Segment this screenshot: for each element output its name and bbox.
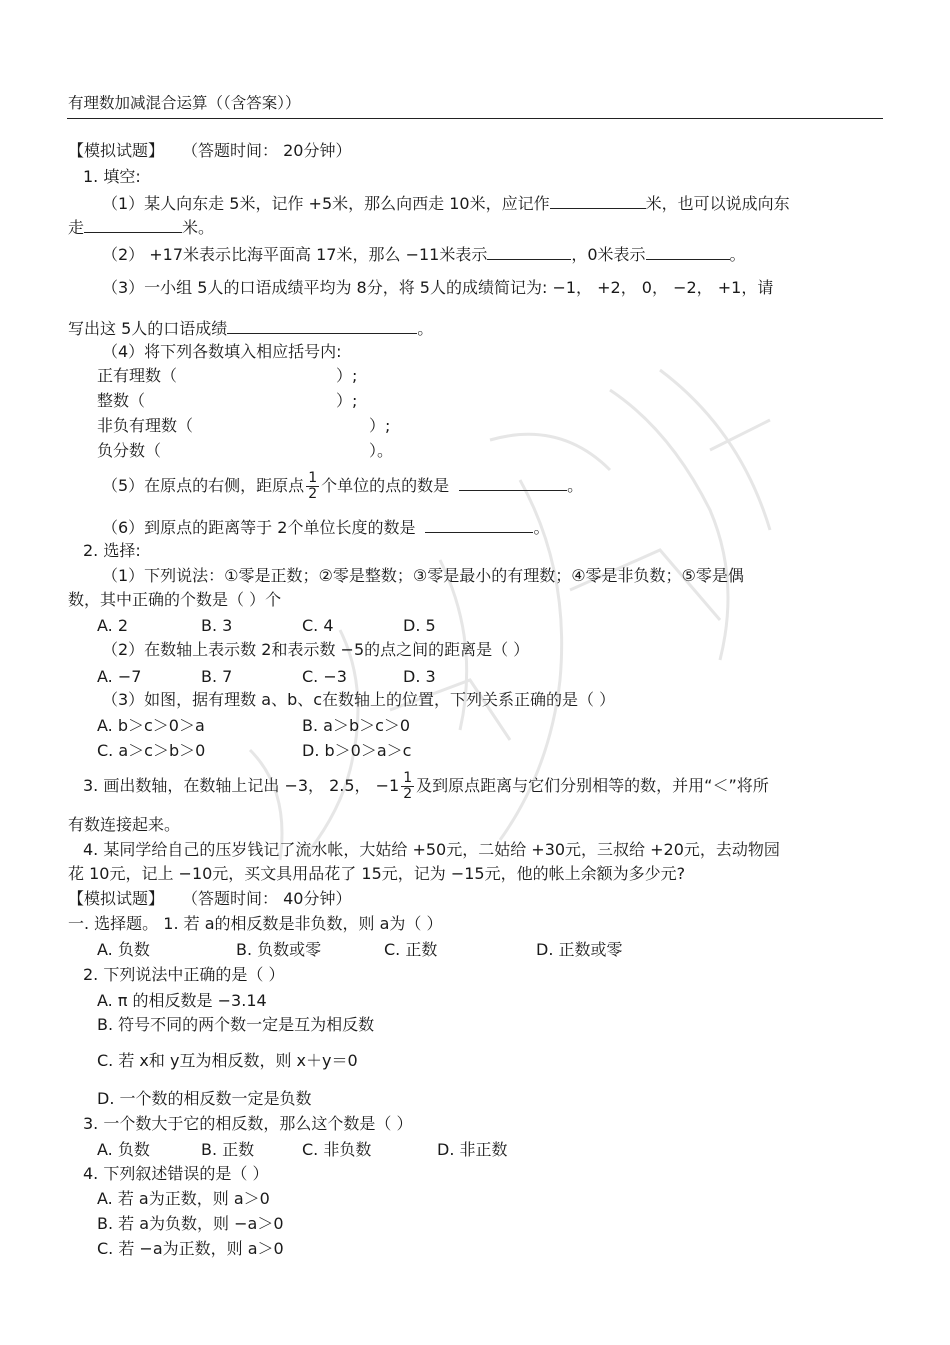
category-integer-close: ）; [336, 391, 358, 410]
q1-3-text-c: 。 [417, 319, 434, 338]
q4-line2: 花 10元，记上 −10元，买文具用品花了 15元，记为 −15元，他的帐上余额为多少元? [68, 864, 686, 883]
q1-5-text-a: （5）在原点的右侧，距原点 [102, 476, 305, 495]
q1-6-text-a: （6）到原点的距离等于 2个单位长度的数是 [102, 518, 416, 537]
s2-q2-option-c[interactable]: C. 若 x和 y互为相反数，则 x＋y＝0 [97, 1051, 358, 1070]
q3-line1 [83, 770, 769, 802]
q1-1-text-a: （1）某人向东走 5米，记作 +5米，那么向西走 10米，应记作 [102, 194, 550, 213]
q2-1-line1: （1）下列说法：①零是正数；②零是整数；③零是最小的有理数；④零是非负数；⑤零是偶 [102, 566, 744, 585]
q2-2-option-d[interactable]: D. 3 [403, 667, 436, 686]
q1-3-line1: （3）一小组 5人的口语成绩平均为 8分，将 5人的成绩简记为: −1， +2， 0， −2， +1，请 [102, 278, 774, 297]
section1-title: 【模拟试题】 [68, 141, 165, 160]
q1-2-text-b: ，0米表示 [571, 245, 646, 264]
section1-heading [68, 141, 351, 161]
q1-5-text-c: 。 [567, 476, 584, 495]
q2-2-option-b[interactable]: B. 7 [201, 667, 233, 686]
watermark-stamp-icon [190, 330, 830, 890]
section2-time: （答题时间： 40分钟） [182, 889, 352, 908]
q1-5-text-b: 个单位的点的数是 [321, 476, 450, 495]
s2-q4-option-c[interactable]: C. 若 −a为正数，则 a＞0 [97, 1239, 284, 1258]
section2-heading [68, 889, 351, 909]
s2-q1-line: 一. 选择题。 1. 若 a的相反数是非负数，则 a为（ ） [68, 914, 443, 933]
fraction-numerator: 1 [403, 770, 413, 786]
q1-6-line [102, 515, 549, 538]
q3-text-b: 及到原点距离与它们分别相等的数，并用“＜”将所 [416, 776, 769, 795]
q1-2-text-a: （2） +17米表示比海平面高 17米，那么 −11米表示 [102, 245, 488, 264]
answer-blank[interactable] [425, 515, 533, 533]
category-positive-rational: 正有理数（ [97, 366, 178, 385]
q2-heading: 2. 选择: [83, 541, 141, 560]
fraction-one-half [401, 771, 414, 802]
q2-3-option-a[interactable]: A. b＞c＞0＞a [97, 716, 205, 735]
q1-2-text-c: 。 [729, 245, 746, 264]
s2-q3-line: 3. 一个数大于它的相反数，那么这个数是（ ） [83, 1114, 413, 1133]
s2-q3-option-d[interactable]: D. 非正数 [437, 1140, 508, 1159]
category-integer: 整数（ [97, 391, 146, 410]
answer-blank[interactable] [227, 316, 417, 334]
q1-heading: 1. 填空: [83, 167, 141, 186]
s2-q1-option-a[interactable]: A. 负数 [97, 940, 150, 959]
s2-q4-option-a[interactable]: A. 若 a为正数，则 a＞0 [97, 1189, 270, 1208]
q1-3-line2 [68, 316, 433, 339]
q1-1-line1 [102, 191, 790, 214]
q2-1-option-c[interactable]: C. 4 [302, 616, 334, 635]
fraction-numerator: 1 [308, 470, 318, 486]
s2-q4-option-b[interactable]: B. 若 a为负数，则 −a＞0 [97, 1214, 284, 1233]
fraction-denominator: 2 [403, 786, 413, 802]
q2-3-option-c[interactable]: C. a＞c＞b＞0 [97, 741, 206, 760]
q2-2-line: （2）在数轴上表示数 2和表示数 −5的点之间的距离是（ ） [102, 640, 530, 659]
answer-blank[interactable] [550, 191, 646, 209]
q1-1-line2 [68, 215, 214, 238]
answer-blank[interactable] [84, 215, 182, 233]
q1-1-text-c: 走 [68, 218, 85, 237]
q2-3-option-b[interactable]: B. a＞b＞c＞0 [302, 716, 411, 735]
category-negative-fraction: 负分数（ [97, 441, 162, 460]
s2-q1-option-d[interactable]: D. 正数或零 [536, 940, 623, 959]
answer-blank[interactable] [459, 473, 567, 491]
s2-q2-line: 2. 下列说法中正确的是（ ） [83, 965, 285, 984]
s2-q1-option-b[interactable]: B. 负数或零 [236, 940, 322, 959]
category-nonnegative-rational-close: ）; [369, 416, 391, 435]
q1-1-text-d: 米。 [182, 218, 215, 237]
s2-q3-option-c[interactable]: C. 非负数 [302, 1140, 372, 1159]
s2-q3-option-b[interactable]: B. 正数 [201, 1140, 255, 1159]
s2-q2-option-b[interactable]: B. 符号不同的两个数一定是互为相反数 [97, 1015, 375, 1034]
category-negative-fraction-close: ）。 [369, 441, 394, 460]
q3-line2: 有数连接起来。 [68, 815, 181, 834]
q1-2-line [102, 242, 746, 265]
q2-2-option-c[interactable]: C. −3 [302, 667, 347, 686]
section2-title: 【模拟试题】 [68, 889, 165, 908]
fraction-denominator: 2 [308, 486, 318, 502]
s2-q2-option-d[interactable]: D. 一个数的相反数一定是负数 [97, 1089, 312, 1108]
s2-q1-option-c[interactable]: C. 正数 [384, 940, 438, 959]
q2-2-option-a[interactable]: A. −7 [97, 667, 142, 686]
section1-time: （答题时间： 20分钟） [182, 141, 352, 160]
s2-q4-line: 4. 下列叙述错误的是（ ） [83, 1164, 269, 1183]
s2-q2-option-a[interactable]: A. π 的相反数是 −3.14 [97, 991, 267, 1010]
q2-3-option-d[interactable]: D. b＞0＞a＞c [302, 741, 412, 760]
fraction-one-half [306, 471, 319, 502]
category-positive-rational-close: ）; [336, 366, 358, 385]
answer-blank[interactable] [646, 242, 730, 260]
q2-1-option-d[interactable]: D. 5 [403, 616, 436, 635]
q4-line1: 4. 某同学给自己的压岁钱记了流水帐，大姑给 +50元，二姑给 +30元，三叔给 +20元，去动物园 [83, 840, 780, 859]
q1-5-line [102, 471, 583, 502]
q2-1-option-a[interactable]: A. 2 [97, 616, 129, 635]
q1-1-text-b: 米，也可以说成向东 [645, 194, 790, 213]
q3-text-a: 3. 画出数轴，在数轴上记出 −3， 2.5， −1 [83, 776, 400, 795]
document-header: 有理数加减混合运算（（含答案）） [68, 94, 301, 112]
category-nonnegative-rational: 非负有理数（ [97, 416, 194, 435]
q1-6-text-b: 。 [533, 518, 550, 537]
q1-4-line: （4）将下列各数填入相应括号内: [102, 342, 342, 361]
s2-q3-option-a[interactable]: A. 负数 [97, 1140, 150, 1159]
q2-1-option-b[interactable]: B. 3 [201, 616, 233, 635]
q2-1-line2: 数，其中正确的个数是（ ）个 [68, 590, 282, 609]
answer-blank[interactable] [487, 242, 571, 260]
q1-3-text-b: 写出这 5人的口语成绩 [68, 319, 228, 338]
q2-3-line: （3）如图，据有理数 a、b、c在数轴上的位置，下列关系正确的是（ ） [102, 690, 616, 709]
header-rule [67, 118, 883, 119]
